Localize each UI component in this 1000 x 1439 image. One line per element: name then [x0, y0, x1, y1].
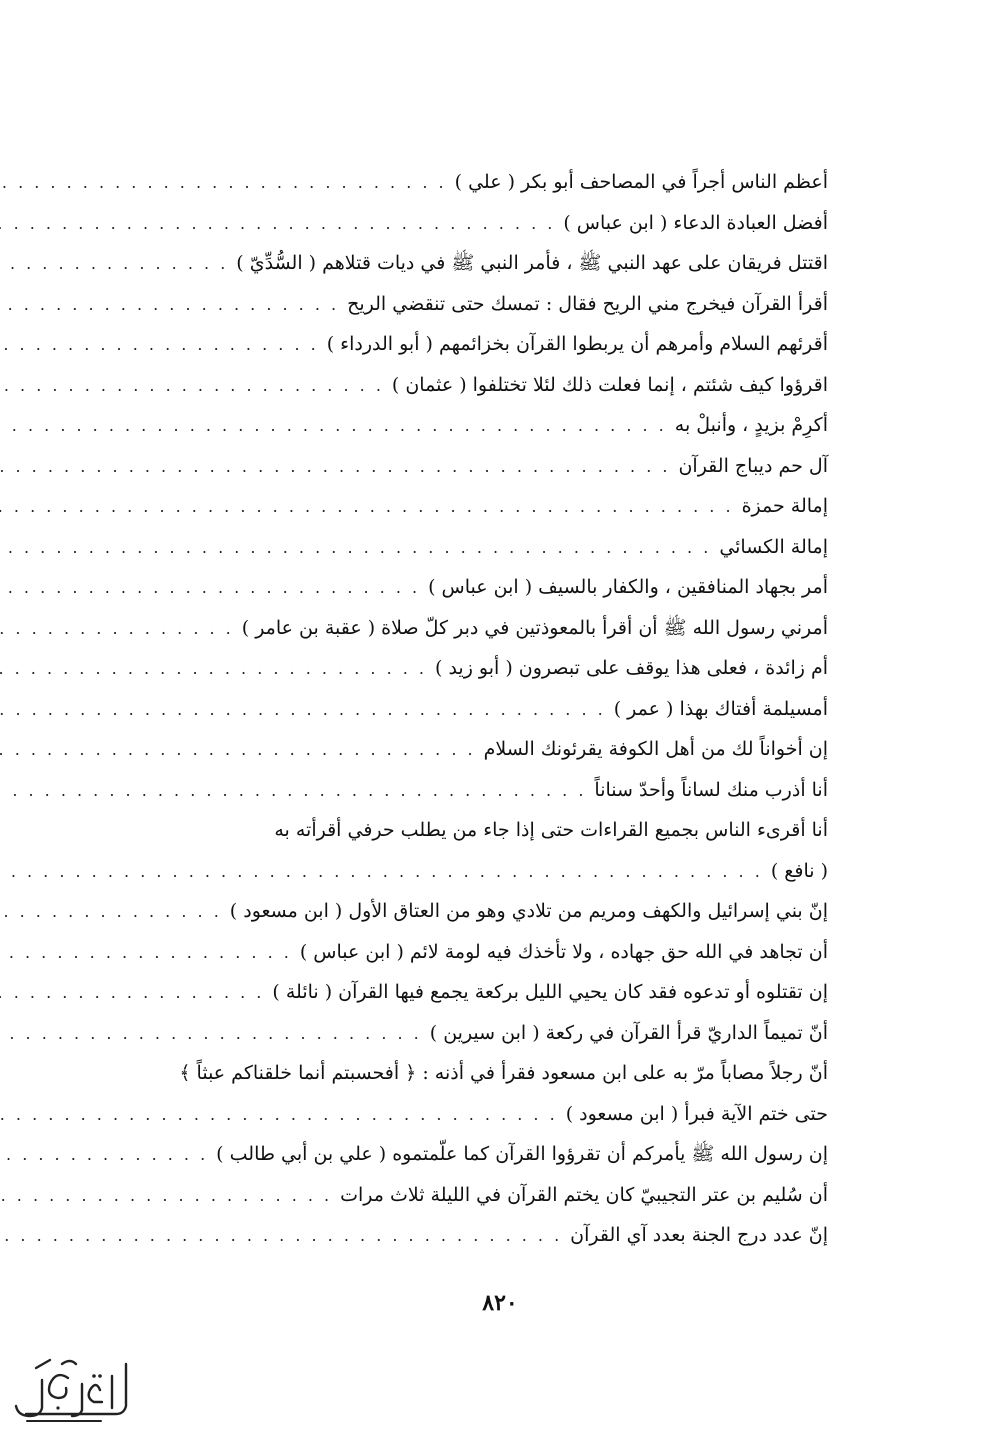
index-entry-text: أم زائدة ، فعلى هذا يوقف على تبصرون ( أبو زيد ): [435, 657, 828, 679]
dot-leader: [0, 163, 447, 204]
index-entry-text: إمالة حمزة: [741, 495, 828, 517]
index-entry-text: إنّ عدد درج الجنة بعدد آي القرآن: [570, 1224, 828, 1246]
index-entry-text: أمرني رسول الله ﷺ أن أقرأ بالمعوذتين في دبر كلّ صلاة ( عقبة بن عامر ): [241, 616, 828, 639]
dot-leader: [0, 244, 228, 285]
index-entry: [128, 1094, 828, 1135]
index-entry: [128, 527, 828, 568]
index-entry: [128, 365, 828, 406]
dot-leader: [0, 1095, 558, 1136]
index-list: [128, 162, 828, 1256]
dot-leader: [0, 690, 606, 731]
index-entry-text: أمر بجهاد المنافقين ، والكفار بالسيف ( ابن عباس ): [428, 576, 828, 598]
dot-leader: [0, 892, 222, 933]
index-entry-text: اقتتل فريقان على عهد النبي ﷺ ، فأمر النبي ﷺ في ديات قتلاهم ( السُّدِّيّ ): [236, 252, 828, 274]
index-entry: [128, 729, 828, 770]
index-entry-text: أمسيلمة أفتاك بهذا ( عمر ): [613, 697, 828, 720]
dot-leader: [0, 487, 734, 528]
dot-leader: [0, 649, 427, 690]
index-entry-text: إن رسول الله ﷺ يأمركم أن تقرؤوا القرآن كما علّمتموه ( علي بن أبي طالب ): [216, 1143, 828, 1165]
index-entry-text: أكرِمْ بزيدٍ ، وأنبلْ به: [674, 414, 828, 436]
index-entry: [128, 1175, 828, 1216]
dot-leader: [0, 933, 292, 974]
index-entry-text: أنّ تميماً الداريّ قرأ القرآن في ركعة ( ابن سيرين ): [429, 1021, 828, 1044]
dot-leader: [0, 366, 384, 407]
index-entry-text: إن أخواناً لك من أهل الكوفة يقرئونك السلام: [483, 738, 828, 760]
index-entry-text: إمالة الكسائي: [719, 535, 828, 558]
index-entry: [128, 1013, 828, 1054]
index-entry: [128, 810, 828, 851]
index-entry: [128, 608, 828, 649]
dot-leader: [0, 568, 420, 609]
index-entry: [128, 851, 828, 892]
index-entry: [128, 162, 828, 203]
index-entry: [128, 567, 828, 608]
dot-leader: [0, 1135, 208, 1176]
index-entry: [128, 972, 828, 1013]
index-entry-text: أقرأ القرآن فيخرج مني الريح فقال : تمسك حتى تنقضي الريح: [347, 292, 828, 315]
index-entry: [128, 648, 828, 689]
dot-leader: [0, 1014, 422, 1055]
index-entry: [128, 324, 828, 365]
dot-leader: [0, 1216, 562, 1257]
index-entry-text: إنّ بني إسرائيل والكهف ومريم من تلادي وهو من العتاق الأول ( ابن مسعود ): [229, 900, 828, 922]
index-entry: [128, 1134, 828, 1175]
index-entry-text: اقرؤوا كيف شئتم ، إنما فعلت ذلك لئلا تختلفوا ( عثمان ): [391, 373, 828, 396]
dot-leader: [0, 1176, 332, 1217]
index-entry-text: أنا أقرىء الناس بجميع القراءات حتى إذا جاء من يطلب حرفي أقرأته به: [274, 819, 828, 841]
index-entry-text: أنّ رجلاً مصاباً مرّ به على ابن مسعود فقرأ في أذنه : ﴿ أفحسبتم أنما خلقناكم عبثاً ﴾: [179, 1062, 828, 1084]
index-entry: [128, 1053, 828, 1094]
index-entry: [128, 891, 828, 932]
index-entry: [128, 486, 828, 527]
dot-leader: [0, 325, 319, 366]
index-entry: [128, 284, 828, 325]
dot-leader: [0, 973, 264, 1014]
index-entry-text: أنا أذرب منك لساناً وأحدّ سناناً: [594, 778, 828, 801]
dot-leader: [0, 852, 763, 893]
index-entry-text: أن تجاهد في الله حق جهاده ، ولا تأخذك فيه لومة لائم ( ابن عباس ): [299, 940, 828, 963]
index-entry: [128, 405, 828, 446]
dot-leader: [0, 528, 711, 569]
dot-leader: [0, 406, 667, 447]
index-entry: [128, 689, 828, 730]
index-entry: [128, 932, 828, 973]
index-entry: [128, 203, 828, 244]
dot-leader: [0, 285, 339, 326]
index-entry-text: أقرئهم السلام وأمرهم أن يربطوا القرآن بخزائمهم ( أبو الدرداء ): [326, 333, 828, 355]
index-entry-text: أفضل العبادة الدعاء ( ابن عباس ): [563, 211, 828, 234]
dot-leader: [0, 447, 670, 488]
dot-leader: [0, 609, 234, 650]
dot-leader: [0, 204, 555, 245]
index-entry-text: آل حم ديباج القرآن: [678, 454, 828, 477]
dot-leader: [0, 730, 476, 771]
index-entry-text: ( نافع ): [770, 859, 828, 882]
index-entry-text: إن تقتلوه أو تدعوه فقد كان يحيي الليل بركعة يجمع فيها القرآن ( نائلة ): [272, 981, 828, 1003]
index-entry: [128, 770, 828, 811]
index-entry-text: أعظم الناس أجراً في المصاحف أبو بكر ( علي ): [454, 171, 828, 193]
index-entry: [128, 1215, 828, 1256]
index-entry: [128, 446, 828, 487]
publisher-stamp-logo: [6, 1350, 138, 1430]
index-entry: [128, 243, 828, 284]
index-entry-text: أن سُليم بن عتر التجيبيّ كان يختم القرآن في الليلة ثلاث مرات: [340, 1183, 828, 1206]
dot-leader: [0, 771, 586, 812]
page-number: ٨٢٠: [482, 1290, 518, 1316]
index-entry-text: حتى ختم الآية فبرأ ( ابن مسعود ): [565, 1102, 828, 1125]
